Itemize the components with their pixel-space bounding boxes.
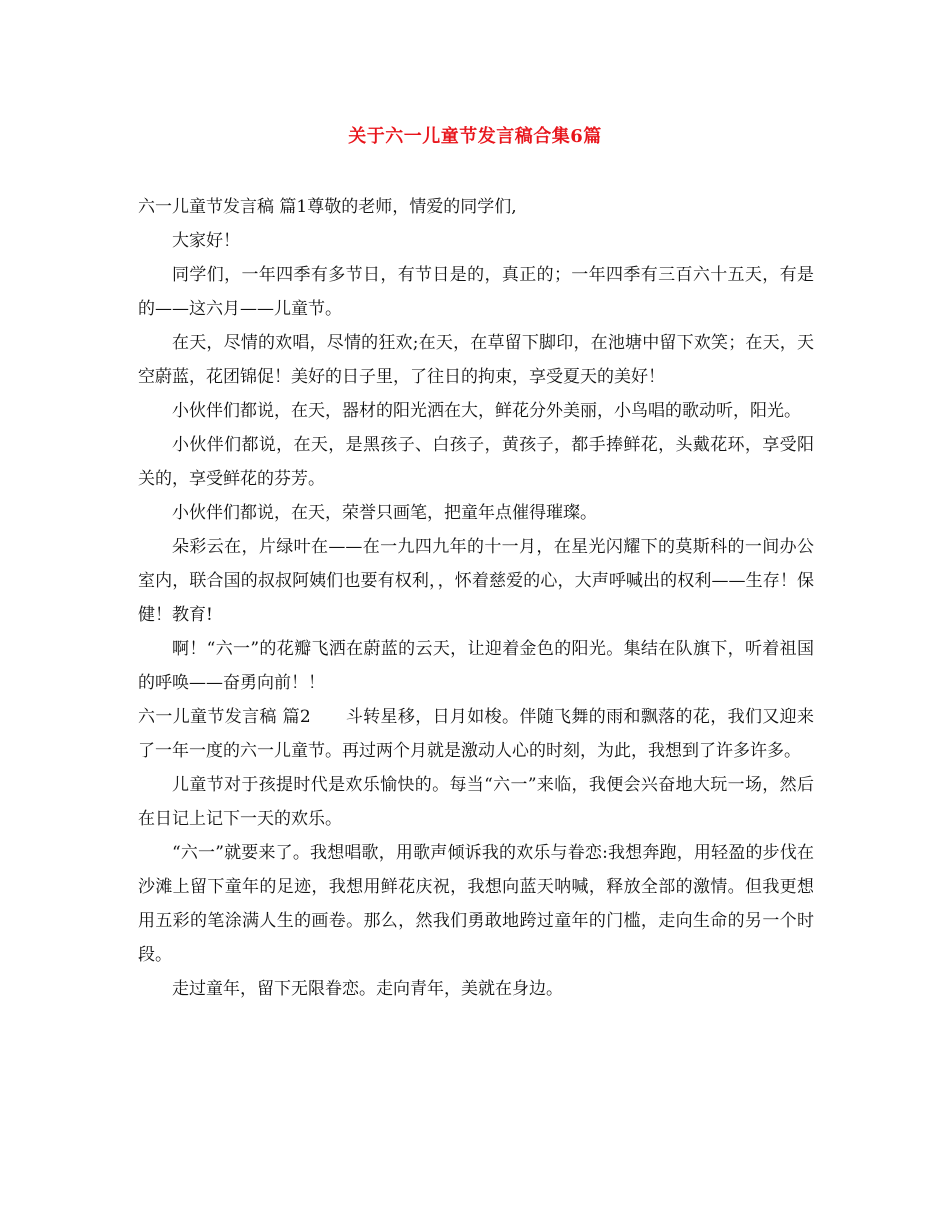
paragraph: “六一”就要来了。我想唱歌，用歌声倾诉我的欢乐与眷恋:我想奔跑，用轻盈的步伐在沙滩上留下童年的足迹，我想用鲜花庆祝，我想向蓝天呐喊，释放全部的激情。但我更想用五彩的笔涂满人生的画卷。那么，然我们勇敢地跨过童年的门槛，走向生命的另一个时段。 — [138, 843, 814, 965]
paragraph: 小伙伴们都说，在天，荣誉只画笔，把童年点催得璀璨。 — [172, 503, 597, 523]
paragraph: 儿童节对于孩提时代是欢乐愉快的。每当“六一”来临，我便会兴奋地大玩一场，然后在日记上记下一天的欢乐。 — [138, 775, 814, 829]
paragraph: 六一儿童节发言稿 篇1尊敬的老师，情爱的同学们, — [138, 197, 517, 217]
paragraph: 小伙伴们都说，在天，器材的阳光洒在大，鲜花分外美丽，小鸟唱的歌动听，阳光。 — [172, 401, 801, 421]
document-title: 关于六一儿童节发言稿合集6篇 — [348, 126, 602, 147]
paragraph: 朵彩云在，片绿叶在——在一九四九年的十一月，在星光闪耀下的莫斯科的一间办公室内，联合国的叔叔阿姨们也要有权利，，怀着慈爱的心，大声呼喊出的权利——生存！保健！教育! — [138, 537, 814, 625]
document-body — [138, 190, 814, 1006]
paragraph: 大家好！ — [172, 231, 240, 251]
paragraph: 啊！“六一”的花瓣飞洒在蔚蓝的云天，让迎着金色的阳光。集结在队旗下，听着祖国的呼唤——奋勇向前！！ — [138, 639, 814, 693]
paragraph: 在天，尽情的欢唱，尽情的狂欢;在天，在草留下脚印，在池塘中留下欢笑；在天，天空蔚蓝，花团锦促！美好的日子里，了往日的拘束，享受夏天的美好！ — [138, 333, 814, 387]
paragraph: 六一儿童节发言稿 篇2 斗转星移，日月如梭。伴随飞舞的雨和飘落的花，我们又迎来了一年一度的六一儿童节。再过两个月就是激动人心的时刻，为此，我想到了许多许多。 — [138, 707, 814, 761]
paragraph: 走过童年，留下无限眷恋。走向青年，美就在身边。 — [172, 979, 563, 999]
paragraph: 同学们，一年四季有多节日，有节日是的，真正的；一年四季有三百六十五天，有是的——这六月——儿童节。 — [138, 265, 814, 319]
paragraph: 小伙伴们都说，在天，是黑孩子、白孩子，黄孩子，都手捧鲜花，头戴花环，享受阳关的，享受鲜花的芬芳。 — [138, 435, 814, 489]
